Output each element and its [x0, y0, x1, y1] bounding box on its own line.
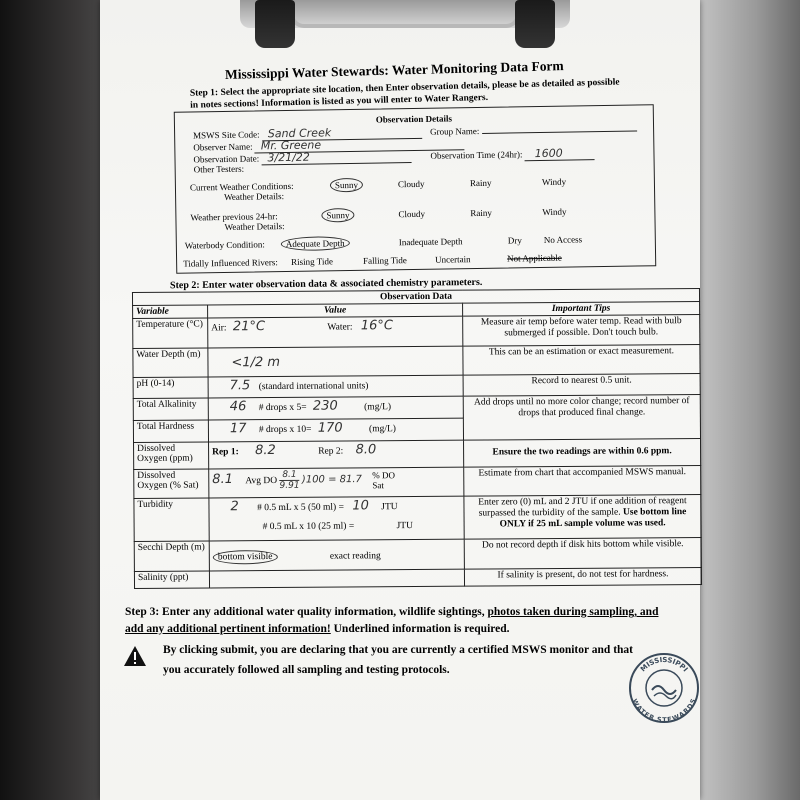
do-sat-label: Dissolved Oxygen (% Sat): [134, 469, 209, 498]
water-value[interactable]: 16°C: [360, 318, 394, 334]
do-sat-tip: Estimate from chart that accompanied MSWS manual.: [464, 466, 701, 496]
turbidity-line1-value[interactable]: 10: [352, 498, 369, 514]
tidal-uncertain[interactable]: Uncertain: [435, 254, 471, 265]
salinity-value-cell[interactable]: [209, 569, 464, 588]
row-alkalinity: [133, 395, 700, 421]
step1-instructions: Step 1: Select the appropriate site location, then Enter observation details, please be as detailed as possible in notes sections! Information is listed as you will enter to Water Rangers.: [189, 77, 620, 111]
rep2-value[interactable]: 8.0: [355, 441, 377, 458]
row-salinity: [134, 568, 701, 589]
waterbody-adequate-depth[interactable]: Adequate Depth: [281, 236, 350, 251]
turbidity-tip-bold: Use bottom line ONLY if 25 mL sample volume was used.: [499, 507, 687, 530]
do-sat-unit: % DO Sat: [372, 469, 396, 490]
clipboard-wire: [290, 14, 520, 28]
ph-tip: Record to nearest 0.5 unit.: [463, 373, 700, 396]
row-do-ppm: [134, 438, 701, 470]
other-testers-row: [194, 164, 245, 175]
background-right: [690, 0, 800, 800]
do-fraction-num: 8.1: [279, 470, 299, 481]
current-weather-windy[interactable]: Windy: [541, 176, 567, 188]
observation-date-label: Observation Date:: [193, 153, 260, 165]
clipboard-cap-left: [255, 0, 295, 48]
current-weather-details-label: Weather Details:: [224, 191, 285, 202]
secchi-tip: Do not record depth if disk hits bottom while visible.: [464, 538, 701, 570]
prev-weather-rainy[interactable]: Rainy: [470, 207, 492, 219]
step3-suffix: Underlined information is required.: [330, 623, 510, 635]
do-ppm-tip: Ensure the two readings are within 0.6 ppm.: [464, 438, 701, 467]
ph-value[interactable]: 7.5: [229, 377, 251, 394]
salinity-tip: If salinity is present, do not test for hardness.: [464, 568, 701, 586]
turbidity-unit-1: JTU: [381, 502, 398, 513]
current-weather-cloudy[interactable]: Cloudy: [397, 178, 425, 190]
air-label: Air:: [211, 323, 227, 334]
observation-time-row: [430, 146, 594, 163]
waterbody-inadequate-depth[interactable]: Inadequate Depth: [398, 236, 463, 248]
do-sat-value[interactable]: 8.1: [212, 472, 234, 488]
prev-weather-details-label: Weather Details:: [224, 221, 285, 232]
observation-date-field[interactable]: 3/21/22: [261, 149, 411, 165]
temperature-label: Temperature (°C): [133, 318, 208, 349]
air-value[interactable]: 21°C: [232, 319, 266, 335]
turbidity-line1: # 0.5 mL x 5 (50 ml) =: [257, 502, 344, 514]
prev-weather-label: Weather previous 24-hr:: [190, 211, 278, 223]
alkalinity-label: Total Alkalinity: [133, 398, 208, 420]
hardness-value-cell[interactable]: [208, 418, 463, 441]
group-name-label: Group Name:: [430, 125, 480, 137]
observer-name-label: Observer Name:: [193, 141, 253, 153]
observation-time-field[interactable]: 1600: [525, 146, 595, 161]
seal-bottom-text: WATER STEWARDS: [630, 697, 698, 724]
header-variable: Variable: [133, 305, 208, 319]
prev-weather-cloudy[interactable]: Cloudy: [398, 208, 425, 220]
tidal-not-applicable[interactable]: Not Applicable: [507, 252, 562, 264]
tidal-rising[interactable]: Rising Tide: [291, 256, 333, 267]
turbidity-label: Turbidity: [134, 498, 209, 542]
prev-weather-windy[interactable]: Windy: [542, 206, 567, 218]
turbidity-value[interactable]: 2: [230, 499, 239, 515]
hardness-unit: (mg/L): [368, 424, 396, 435]
turbidity-tip-cell: [464, 494, 701, 539]
alkalinity-mult: # drops x 5=: [258, 403, 307, 414]
temperature-tip: Measure air temp before water temp. Read with bulb submerged if possible. Don't touch bulb.: [463, 315, 700, 347]
tidal-label: Tidally Influenced Rivers:: [183, 257, 278, 269]
step3-prefix: Step 3: Enter any additional water quality information, wildlife sightings,: [125, 606, 488, 618]
rep1-label: Rep 1:: [212, 446, 239, 458]
temperature-value-cell[interactable]: [208, 316, 463, 348]
site-code-field[interactable]: Sand Creek: [262, 125, 422, 142]
header-value: Value: [208, 303, 463, 318]
row-secchi: [134, 538, 701, 572]
avg-do-label: Avg DO: [245, 475, 278, 487]
row-do-sat: [134, 466, 701, 499]
secchi-label: Secchi Depth (m): [134, 541, 209, 572]
waterbody-no-access[interactable]: No Access: [543, 234, 583, 245]
form-title: Mississippi Water Stewards: Water Monitoring Data Form: [224, 58, 564, 82]
declaration-text: By clicking submit, you are declaring that you are currently a certified MSWS monitor and that you accurately followed all sampling and testing protocols.: [163, 644, 633, 676]
secchi-value-cell[interactable]: [209, 539, 464, 571]
turbidity-unit-2: JTU: [396, 520, 413, 532]
hardness-label: Total Hardness: [133, 420, 208, 442]
secchi-exact-reading[interactable]: exact reading: [329, 551, 381, 562]
seal-top-text: MISSISSIPPI: [639, 655, 690, 674]
hardness-result[interactable]: 170: [317, 420, 343, 436]
depth-value[interactable]: <1/2 m: [231, 354, 281, 371]
current-weather-sunny[interactable]: Sunny: [330, 178, 363, 193]
hardness-mult: # drops x 10=: [258, 424, 312, 436]
salinity-label: Salinity (ppt): [134, 571, 209, 588]
do-ppm-label: Dissolved Oxygen (ppm): [134, 442, 209, 470]
do-sat-value-cell[interactable]: [209, 467, 464, 498]
waterbody-dry[interactable]: Dry: [507, 235, 522, 246]
msws-seal-logo: [628, 652, 700, 724]
header-tips: Important Tips: [463, 302, 700, 317]
alkalinity-value-cell[interactable]: [208, 397, 463, 420]
observation-data-table-wrap: [132, 288, 701, 589]
observation-data-caption: Observation Data: [132, 289, 699, 306]
row-depth: [133, 345, 700, 378]
prev-weather-sunny[interactable]: Sunny: [321, 208, 354, 223]
ph-value-cell[interactable]: [208, 375, 463, 398]
ph-note: (standard international units): [258, 381, 369, 392]
secchi-bottom-visible[interactable]: bottom visible: [213, 550, 278, 564]
current-weather-rainy[interactable]: Rainy: [469, 177, 492, 189]
do-fraction: [279, 470, 299, 491]
observer-name-field[interactable]: Mr. Greene: [255, 136, 465, 153]
turbidity-line2: # 0.5 mL x 10 (25 ml) =: [262, 521, 355, 533]
observation-details-header: Observation Details: [375, 113, 453, 125]
current-weather-label: Current Weather Conditions:: [189, 180, 294, 193]
group-name-field[interactable]: [481, 122, 636, 134]
svg-text:WATER STEWARDS: [630, 697, 697, 724]
alkalinity-drops[interactable]: 46: [229, 399, 247, 415]
alkalinity-result[interactable]: 230: [312, 398, 338, 415]
depth-tip: This can be an estimation or exact measurement.: [463, 345, 700, 375]
observation-details-box: [174, 104, 656, 274]
step3-instructions: [125, 604, 665, 638]
rep1-value[interactable]: 8.2: [255, 442, 276, 458]
do-ppm-value-cell[interactable]: [209, 440, 464, 469]
site-code-label: MSWS Site Code:: [193, 129, 260, 141]
row-turbidity: [134, 494, 701, 541]
do-calc[interactable]: )100 = 81.7: [301, 474, 362, 486]
step2-instructions: Step 2: Enter water observation data & associated chemistry parameters.: [169, 276, 483, 292]
observation-time-label: Observation Time (24hr):: [430, 149, 523, 161]
ph-label: pH (0-14): [133, 377, 208, 399]
clipboard-cap-right: [515, 0, 555, 48]
alkalinity-tip: Add drops until no more color change; record number of drops that produced final change.: [463, 395, 700, 440]
tidal-falling[interactable]: Falling Tide: [363, 255, 407, 266]
waterbody-condition-label: Waterbody Condition:: [184, 239, 265, 251]
hardness-drops[interactable]: 17: [229, 421, 247, 437]
do-fraction-den: 9.91: [279, 480, 300, 492]
step3-underlined: photos taken during sampling, and add any additional pertinent information!: [125, 606, 659, 635]
rep2-label: Rep 2:: [318, 446, 344, 457]
group-name-row: [430, 122, 637, 137]
turbidity-value-cell[interactable]: [209, 496, 464, 541]
row-temperature: [133, 315, 700, 349]
other-testers-label: Other Testers:: [193, 163, 245, 175]
warning-icon: [123, 645, 147, 667]
turbidity-tip: Enter zero (0) mL and 2 JTU if one addition of reagent surpassed the turbidity of the sample.: [478, 496, 687, 519]
observation-data-table: [132, 288, 702, 589]
depth-value-cell[interactable]: [208, 346, 463, 377]
alkalinity-unit: (mg/L): [364, 402, 392, 413]
depth-label: Water Depth (m): [133, 348, 208, 377]
water-label: Water:: [327, 322, 353, 333]
